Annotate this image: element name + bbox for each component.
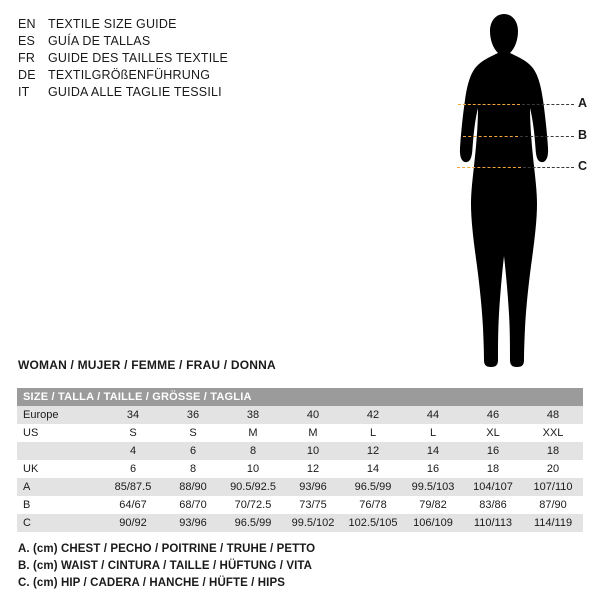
table-row (17, 496, 583, 514)
cell: 104/107 (463, 478, 523, 496)
language-text: TEXTILGRÖßENFÜHRUNG (48, 68, 211, 82)
cell: 18 (523, 442, 583, 460)
cell: 16 (403, 460, 463, 478)
cell: 73/75 (283, 496, 343, 514)
cell: 12 (343, 442, 403, 460)
hip-measure-line (457, 167, 521, 168)
cell: 83/86 (463, 496, 523, 514)
waist-measure-line (463, 136, 518, 137)
language-row-es (18, 33, 308, 50)
marker-label-b: B (578, 128, 588, 142)
cell: 14 (403, 442, 463, 460)
table-header-label: SIZE / TALLA / TAILLE / GRÖSSE / TAGLIA (17, 388, 583, 406)
cell: 4 (103, 442, 163, 460)
size-table (17, 388, 583, 532)
cell: 114/119 (523, 514, 583, 532)
cell: 85/87.5 (103, 478, 163, 496)
cell: 90/92 (103, 514, 163, 532)
cell: 96.5/99 (223, 514, 283, 532)
table-row (17, 460, 583, 478)
language-code: EN (18, 17, 36, 31)
waist-lead-line (520, 136, 574, 137)
cell: 42 (343, 406, 403, 424)
cell: 93/96 (283, 478, 343, 496)
row-label (17, 442, 103, 460)
table-row (17, 442, 583, 460)
cell: L (343, 424, 403, 442)
marker-label-c: C (578, 159, 588, 173)
legend-item-hip: C. (cm) HIP / CADERA / HANCHE / HÜFTE / HIPS (18, 577, 286, 589)
cell: S (103, 424, 163, 442)
row-label: UK (17, 460, 103, 478)
row-label: Europe (17, 406, 103, 424)
language-code: DE (18, 68, 36, 82)
language-text: GUIDA ALLE TAGLIE TESSILI (48, 85, 222, 99)
language-header (18, 16, 308, 101)
cell: 10 (223, 460, 283, 478)
language-code: ES (18, 34, 36, 48)
cell: 76/78 (343, 496, 403, 514)
cell: 12 (283, 460, 343, 478)
language-row-en (18, 16, 308, 33)
cell: 70/72.5 (223, 496, 283, 514)
language-row-it (18, 84, 308, 101)
row-label: B (17, 496, 103, 514)
cell: 102.5/105 (343, 514, 403, 532)
cell: 6 (163, 442, 223, 460)
row-label: C (17, 514, 103, 532)
cell: M (283, 424, 343, 442)
language-text: GUÍA DE TALLAS (48, 34, 151, 48)
cell: S (163, 424, 223, 442)
cell: 10 (283, 442, 343, 460)
cell: 68/70 (163, 496, 223, 514)
language-row-de (18, 67, 308, 84)
table-row (17, 514, 583, 532)
cell: 107/110 (523, 478, 583, 496)
cell: M (223, 424, 283, 442)
cell: 6 (103, 460, 163, 478)
cell: XXL (523, 424, 583, 442)
female-silhouette-icon (430, 8, 590, 378)
chest-measure-line (458, 104, 520, 105)
table-row (17, 478, 583, 496)
cell: 99.5/103 (403, 478, 463, 496)
cell: 64/67 (103, 496, 163, 514)
cell: 90.5/92.5 (223, 478, 283, 496)
cell: 96.5/99 (343, 478, 403, 496)
cell: 44 (403, 406, 463, 424)
cell: 8 (223, 442, 283, 460)
cell: 34 (103, 406, 163, 424)
cell: 20 (523, 460, 583, 478)
measurement-legend (18, 541, 315, 592)
cell: 18 (463, 460, 523, 478)
row-label: US (17, 424, 103, 442)
cell: 8 (163, 460, 223, 478)
cell: 110/113 (463, 514, 523, 532)
legend-item-chest: A. (cm) CHEST / PECHO / POITRINE / TRUHE / PETTO (18, 543, 316, 555)
cell: XL (463, 424, 523, 442)
table-row (17, 424, 583, 442)
language-text: GUIDE DES TAILLES TEXTILE (48, 51, 229, 65)
cell: L (403, 424, 463, 442)
language-row-fr (18, 50, 308, 67)
cell: 46 (463, 406, 523, 424)
row-label: A (17, 478, 103, 496)
cell: 48 (523, 406, 583, 424)
cell: 14 (343, 460, 403, 478)
cell: 16 (463, 442, 523, 460)
cell: 87/90 (523, 496, 583, 514)
marker-label-a: A (578, 96, 588, 110)
language-code: IT (18, 85, 30, 99)
hip-lead-line (523, 167, 574, 168)
cell: 99.5/102 (283, 514, 343, 532)
body-figure (430, 8, 590, 378)
table-header-row (17, 388, 583, 406)
legend-item-waist: B. (cm) WAIST / CINTURA / TAILLE / HÜFTUNG / VITA (18, 560, 313, 572)
cell: 79/82 (403, 496, 463, 514)
language-text: TEXTILE SIZE GUIDE (48, 17, 177, 31)
cell: 88/90 (163, 478, 223, 496)
table-row (17, 406, 583, 424)
cell: 38 (223, 406, 283, 424)
cell: 36 (163, 406, 223, 424)
language-code: FR (18, 51, 36, 65)
section-title-woman: WOMAN / MUJER / FEMME / FRAU / DONNA (18, 358, 276, 372)
cell: 93/96 (163, 514, 223, 532)
cell: 106/109 (403, 514, 463, 532)
chest-lead-line (522, 104, 574, 105)
cell: 40 (283, 406, 343, 424)
